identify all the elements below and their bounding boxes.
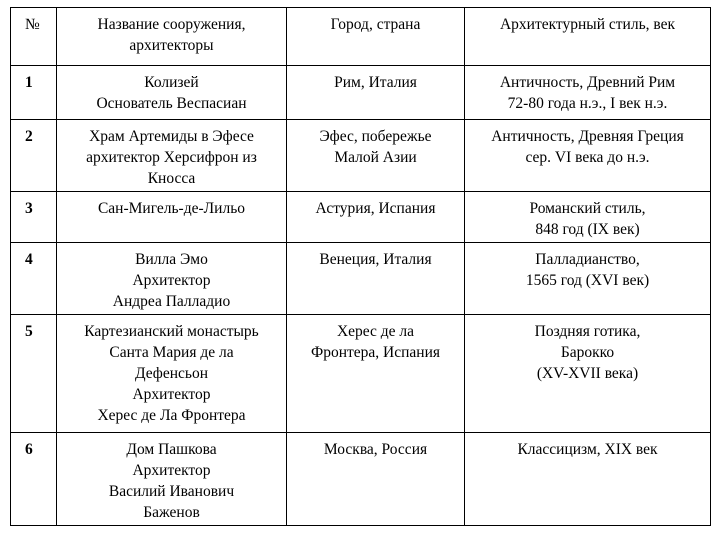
table-row xyxy=(11,192,711,243)
row-style: Романский стиль, 848 год (IX век) xyxy=(465,192,711,243)
header-building-name: Название сооружения, архитекторы xyxy=(57,8,287,66)
row-location: Херес де ла Фронтера, Испания xyxy=(287,315,465,433)
table-row xyxy=(11,66,711,120)
row-building: Колизей Основатель Веспасиан xyxy=(57,66,287,120)
row-number: 3 xyxy=(11,192,57,243)
row-location: Астурия, Испания xyxy=(287,192,465,243)
row-building: Картезианский монастырь Санта Мария де ла Дефенсьон Архитектор Херес де Ла Фронтера xyxy=(57,315,287,433)
row-building: Вилла Эмо Архитектор Андреа Палладио xyxy=(57,243,287,315)
header-city-country: Город, страна xyxy=(287,8,465,66)
table-row xyxy=(11,315,711,433)
row-building: Сан-Мигель-де-Лильо xyxy=(57,192,287,243)
row-number: 5 xyxy=(11,315,57,433)
row-style: Античность, Древний Рим 72-80 года н.э., I век н.э. xyxy=(465,66,711,120)
row-number: 4 xyxy=(11,243,57,315)
row-location: Эфес, побережье Малой Азии xyxy=(287,120,465,192)
row-style: Античность, Древняя Греция сер. VI века до н.э. xyxy=(465,120,711,192)
table-header-row xyxy=(11,8,711,66)
row-style: Классицизм, XIX век xyxy=(465,433,711,526)
architecture-table xyxy=(10,7,711,526)
row-number: 6 xyxy=(11,433,57,526)
row-building: Храм Артемиды в Эфесе архитектор Херсифрон из Кносса xyxy=(57,120,287,192)
table-row xyxy=(11,120,711,192)
row-style: Поздняя готика, Барокко (XV-XVII века) xyxy=(465,315,711,433)
row-style: Палладианство, 1565 год (XVI век) xyxy=(465,243,711,315)
row-building: Дом Пашкова Архитектор Василий Иванович Баженов xyxy=(57,433,287,526)
row-location: Рим, Италия xyxy=(287,66,465,120)
table-row xyxy=(11,243,711,315)
row-number: 1 xyxy=(11,66,57,120)
header-style-century: Архитектурный стиль, век xyxy=(465,8,711,66)
header-number: № xyxy=(11,8,57,66)
row-location: Москва, Россия xyxy=(287,433,465,526)
table-row xyxy=(11,433,711,526)
row-location: Венеция, Италия xyxy=(287,243,465,315)
row-number: 2 xyxy=(11,120,57,192)
